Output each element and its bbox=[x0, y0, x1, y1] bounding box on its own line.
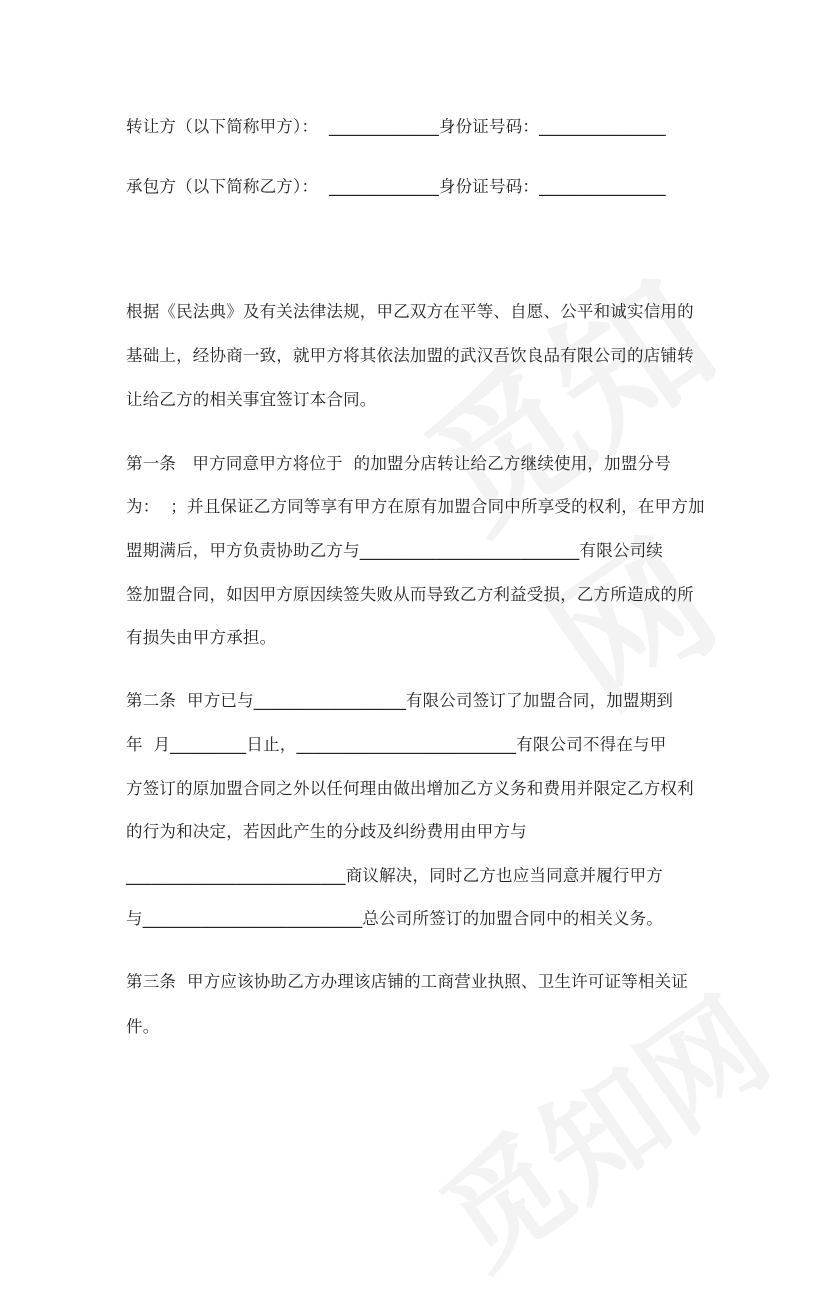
article1-line: 第一条 甲方同意甲方将位于 的加盟分店转让给乙方继续使用，加盟分号 bbox=[126, 454, 671, 473]
article2-line: 年 月_________日止，__________________________有限公司不得在与甲 bbox=[126, 735, 667, 754]
article1-line: 有损失由甲方承担。 bbox=[126, 628, 277, 647]
transferor-line: 转让方（以下简称甲方）： _____________身份证号码：_______________ bbox=[126, 117, 666, 136]
watermark bbox=[403, 952, 797, 1299]
article3-line: 件。 bbox=[126, 1017, 160, 1036]
preamble-line: 基础上，经协商一致，就甲方将其依法加盟的武汉吾饮良品有限公司的店铺转 bbox=[126, 346, 694, 365]
article2-line: 第二条 甲方已与__________________有限公司签订了加盟合同，加盟期到 bbox=[126, 691, 674, 710]
article1-line: 为： ；并且保证乙方同等享有甲方在原有加盟合同中所享受的权利，在甲方加 bbox=[126, 497, 705, 516]
preamble-line: 根据《民法典》及有关法律法规，甲乙双方在平等、自愿、公平和诚实信用的 bbox=[126, 302, 694, 321]
contractor-line: 承包方（以下简称乙方）： _____________身份证号码：_______________ bbox=[126, 177, 666, 196]
article2-line: 与__________________________总公司所签订的加盟合同中的相关义务。 bbox=[126, 909, 663, 928]
preamble-line: 让给乙方的相关事宜签订本合同。 bbox=[126, 390, 377, 409]
article3-line: 第三条 甲方应该协助乙方办理该店铺的工商营业执照、卫生许可证等相关证 bbox=[126, 972, 688, 991]
article1-line: 签加盟合同，如因甲方原因续签失败从而导致乙方利益受损，乙方所造成的所 bbox=[126, 585, 694, 604]
article2-line: 的行为和决定，若因此产生的分歧及纠纷费用由甲方与 bbox=[126, 822, 527, 841]
article2-line: 方签订的原加盟合同之外以任何理由做出增加乙方义务和费用并限定乙方权利 bbox=[126, 779, 694, 798]
article1-line: 盟期满后，甲方负责协助乙方与__________________________有限公司续 bbox=[126, 541, 663, 560]
article2-line: __________________________商议解决，同时乙方也应当同意并履行甲方 bbox=[126, 866, 663, 885]
